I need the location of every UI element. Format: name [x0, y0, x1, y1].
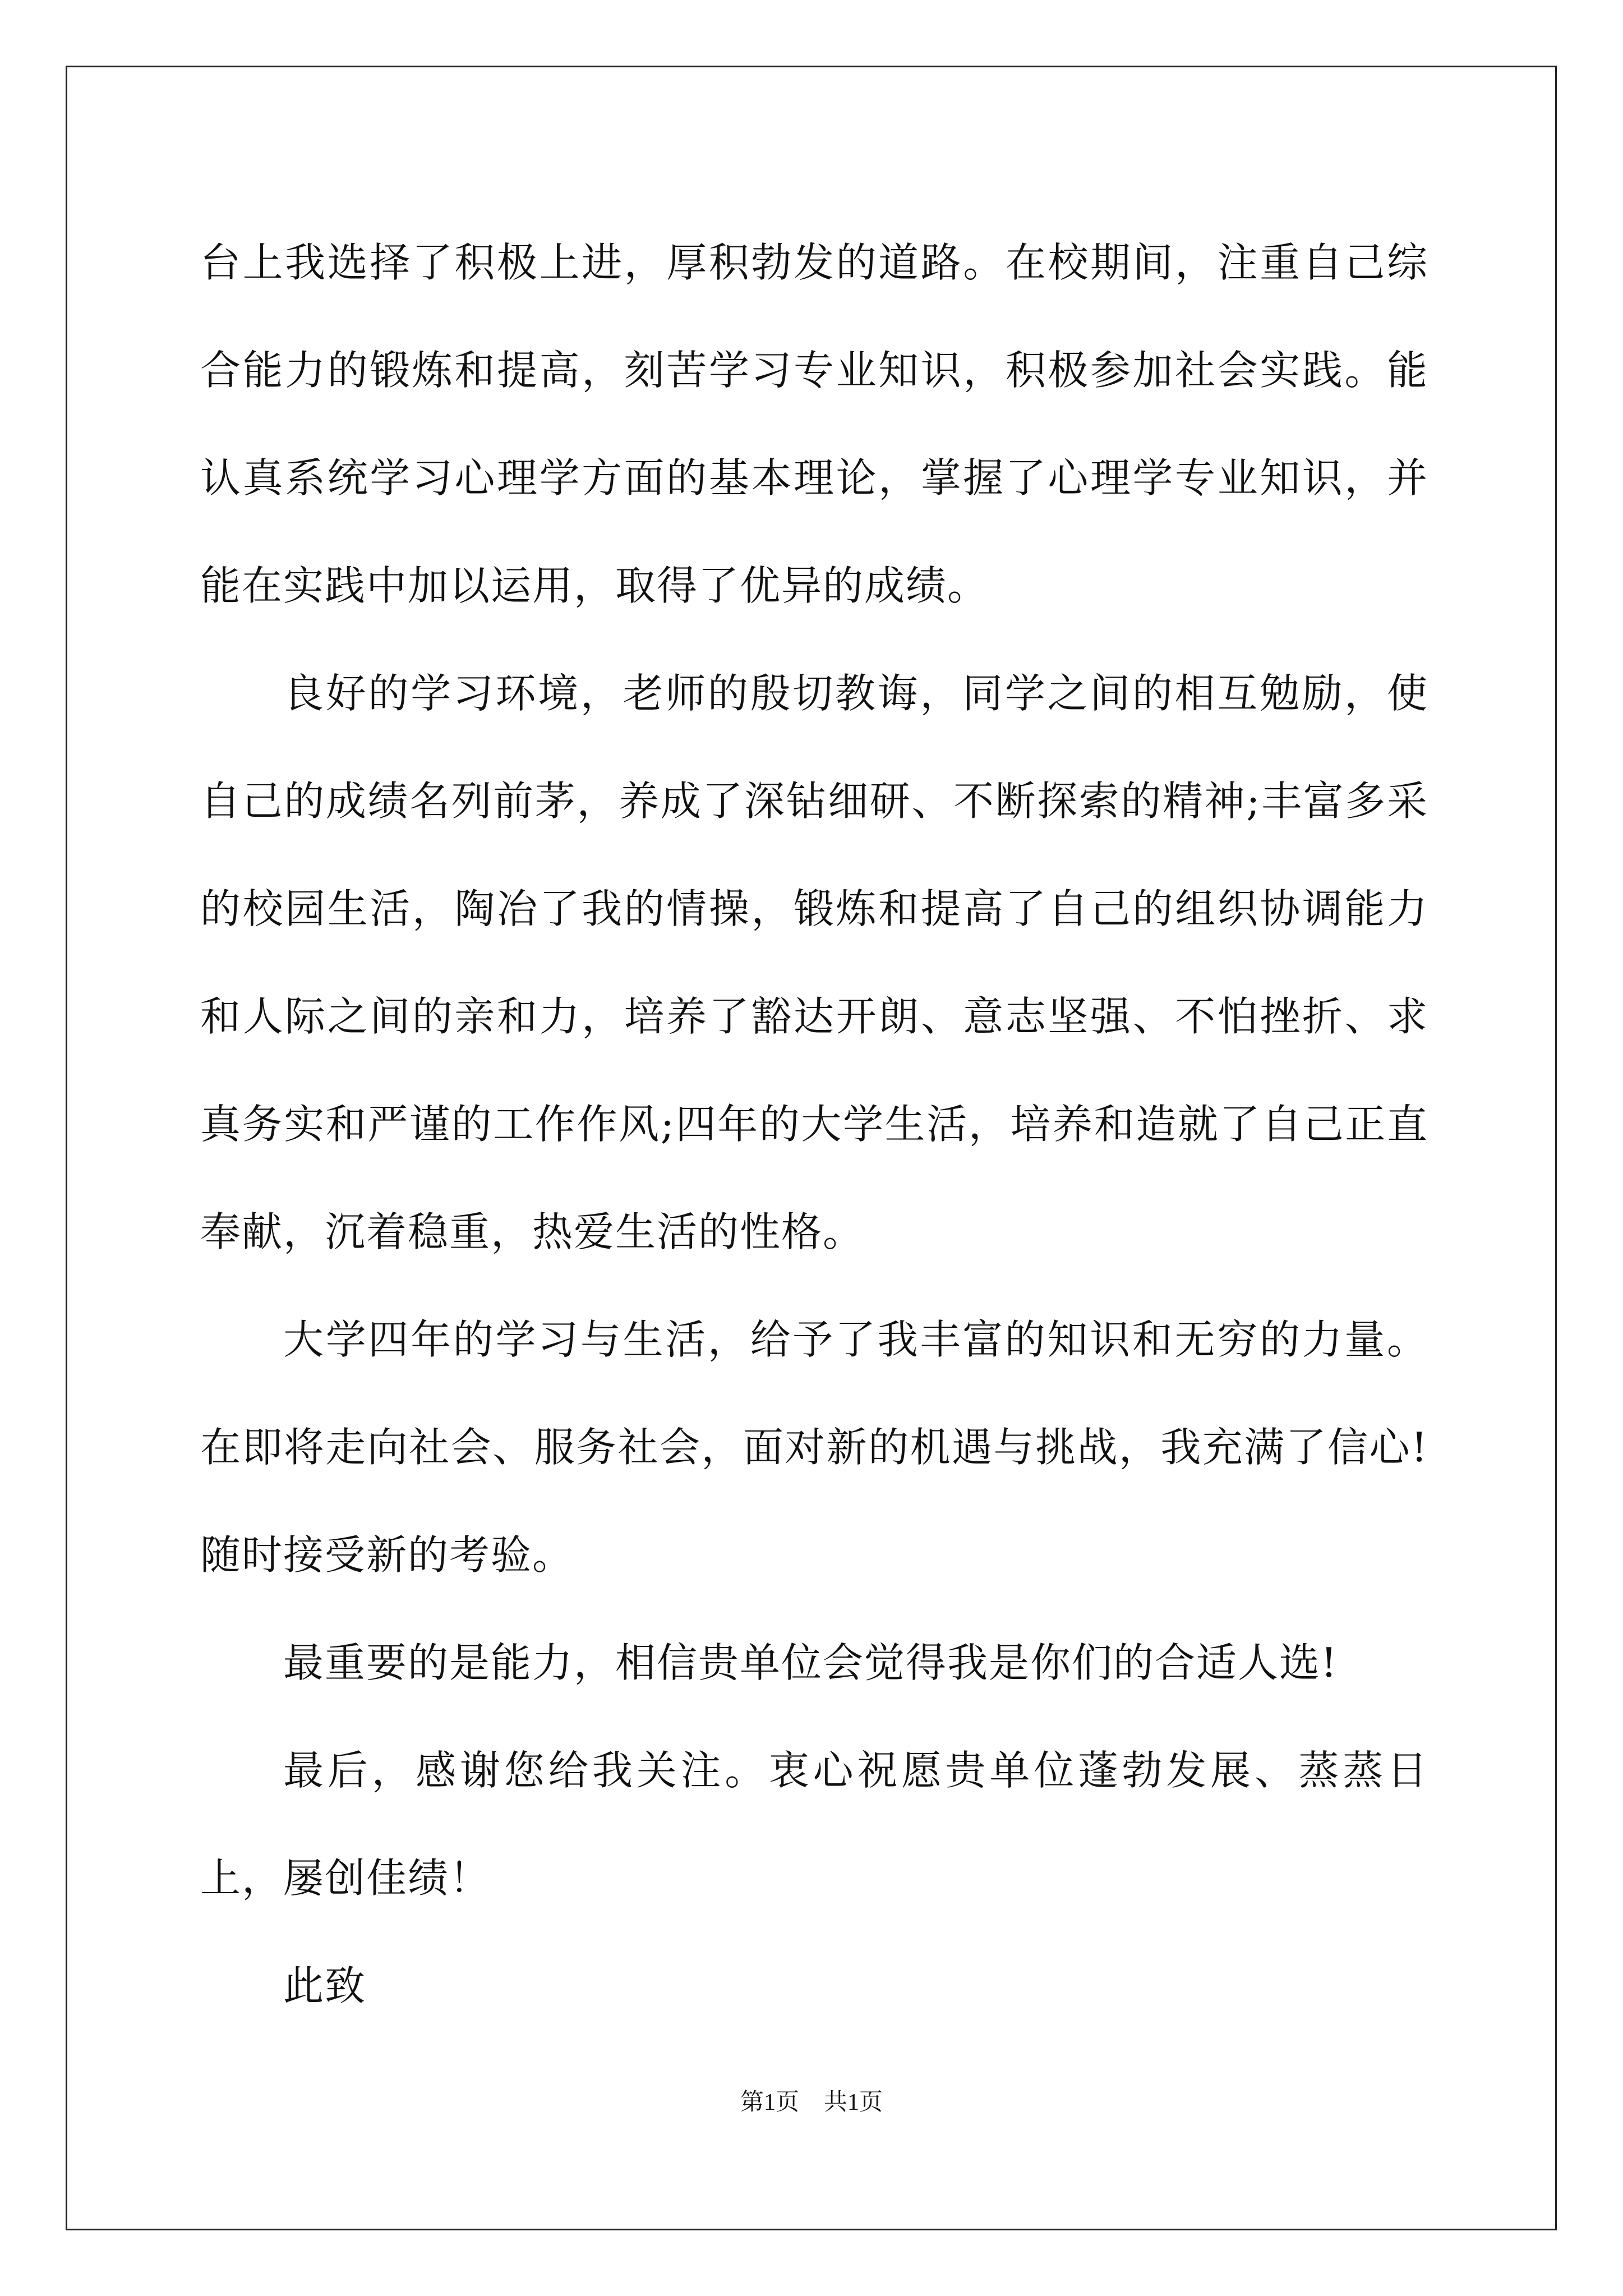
letter-body	[200, 209, 1428, 2040]
page-total: 共1页	[824, 2090, 883, 2115]
page-footer	[0, 2086, 1623, 2119]
paragraph-5: 最后，感谢您给我关注。衷心祝愿贵单位蓬勃发展、蒸蒸日上，屡创佳绩！	[200, 1747, 1428, 1902]
page-number: 第1页	[740, 2090, 799, 2115]
paragraph-4: 最重要的是能力，相信贵单位会觉得我是你们的合适人选!	[283, 1639, 1338, 1686]
paragraph-3: 大学四年的学习与生活，给予了我丰富的知识和无穷的力量。在即将走向社会、服务社会，面对新的机遇与挑战，我充满了信心!随时接受新的考验。	[200, 1316, 1428, 1579]
paragraph-1: 台上我选择了积极上进，厚积勃发的道路。在校期间，注重自己综合能力的锻炼和提高，刻苦学习专业知识，积极参加社会实践。能认真系统学习心理学方面的基本理论，掌握了心理学专业知识，并能在实践中加以运用，取得了优异的成绩。	[200, 239, 1428, 609]
closing-salutation: 此致	[283, 1962, 367, 2009]
paragraph-2: 良好的学习环境，老师的殷切教诲，同学之间的相互勉励，使自己的成绩名列前茅，养成了深钻细研、不断探索的精神;丰富多采的校园生活，陶冶了我的情操，锻炼和提高了自己的组织协调能力和人际之间的亲和力，培养了豁达开朗、意志坚强、不怕挫折、求真务实和严谨的工作作风;四年的大学生活，培养和造就了自己正直奉献，沉着稳重，热爱生活的性格。	[200, 670, 1428, 1255]
